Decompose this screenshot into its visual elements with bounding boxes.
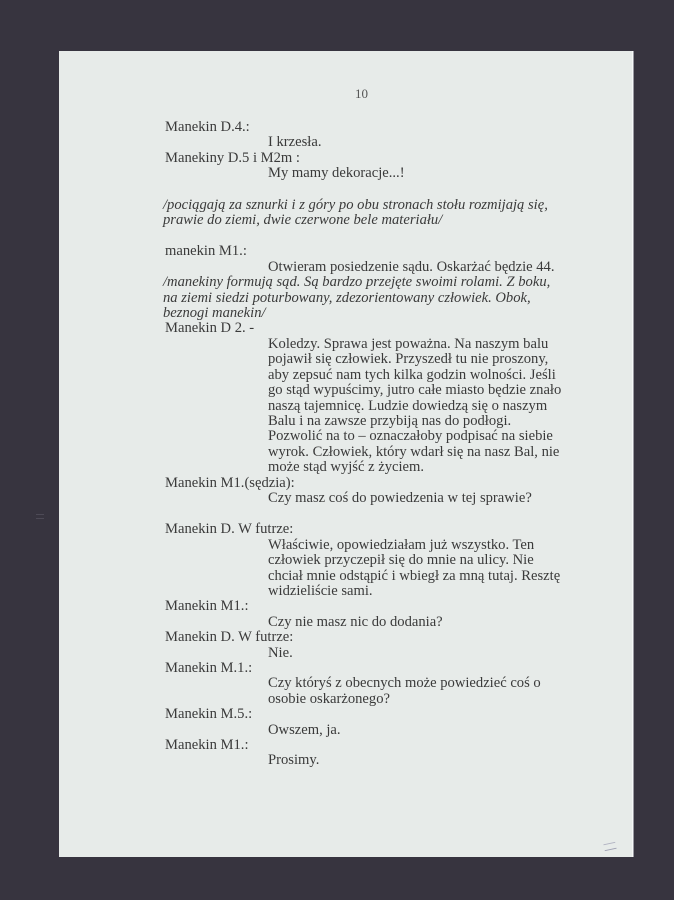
dialogue-line: Czy któryś z obecnych może powiedzieć coś o osobie oskarżonego? — [268, 675, 541, 707]
dialogue-line: Koledzy. Sprawa jest poważna. Na naszym balu pojawił się człowiek. Przyszedł tu nie proszony, aby zepsuć nam tych kilka godzin wolności. Jeśli go stąd wypuścimy, jutro całe miasto będzie znało naszą tajemnicę. Ludzie dowiedzą się o naszym Balu i na zawsze przybiją nas do podłogi. Pozwolić na to – oznaczałoby podpisać na siebie wyrok. Człowiek, który wdarł się na nasz Bal, nie może stąd wyjść z życiem. — [268, 335, 562, 476]
dialogue-line: Owszem, ja. — [268, 721, 341, 738]
dialogue-line: Otwieram posiedzenie sądu. Oskarżać będzie 44. — [268, 258, 555, 275]
speaker-name: Manekin M1.: — [165, 737, 249, 754]
speaker-name: Manekin D 2. - — [165, 320, 255, 337]
stage-direction: /manekiny formują sąd. Są bardzo przejęte swoimi rolami. Z boku, na ziemi siedzi poturbowany, zdezorientowany człowiek. Obok, beznogi manekin/ — [163, 274, 551, 322]
dialogue-line: Prosimy. — [268, 752, 320, 769]
dialogue-line: Właściwie, opowiedziałam już wszystko. Ten człowiek przyczepił się do mnie na ulicy. Nie chciał mnie odstąpić i wbiegł za mną tutaj. Resztę widzieliście sami. — [268, 536, 561, 599]
speaker-name: manekin M1.: — [165, 243, 247, 260]
dialogue-line: I krzesła. — [268, 134, 322, 151]
blank-line — [165, 182, 565, 198]
scan-smudge — [36, 514, 44, 519]
blank-line — [165, 228, 565, 244]
speaker-name: Manekin M.5.: — [165, 706, 253, 723]
speaker-name: Manekiny D.5 i M2m : — [165, 149, 300, 166]
speaker-name: Manekin M1.: — [165, 598, 249, 615]
blank-line — [165, 506, 565, 522]
dialogue-line: Czy masz coś do powiedzenia w tej sprawie? — [268, 489, 532, 506]
speaker-name: Manekin M1.(sędzia): — [165, 474, 295, 491]
script-body — [165, 120, 565, 769]
page-number: 10 — [355, 86, 368, 101]
speaker-name: Manekin D. W futrze: — [165, 521, 294, 538]
speaker-name: Manekin D.4.: — [165, 119, 250, 135]
stage-direction: /pociągają za sznurki i z góry po obu stronach stołu rozmijają się, prawie do ziemi, dwie czerwone bele materiału/ — [163, 196, 548, 229]
dialogue-line: Czy nie masz nic do dodania? — [268, 613, 443, 630]
dialogue-line: Nie. — [268, 644, 293, 661]
speaker-name: Manekin D. W futrze: — [165, 629, 294, 646]
dialogue-line: My mamy dekoracje...! — [268, 165, 405, 182]
speaker-name: Manekin M.1.: — [165, 660, 253, 676]
